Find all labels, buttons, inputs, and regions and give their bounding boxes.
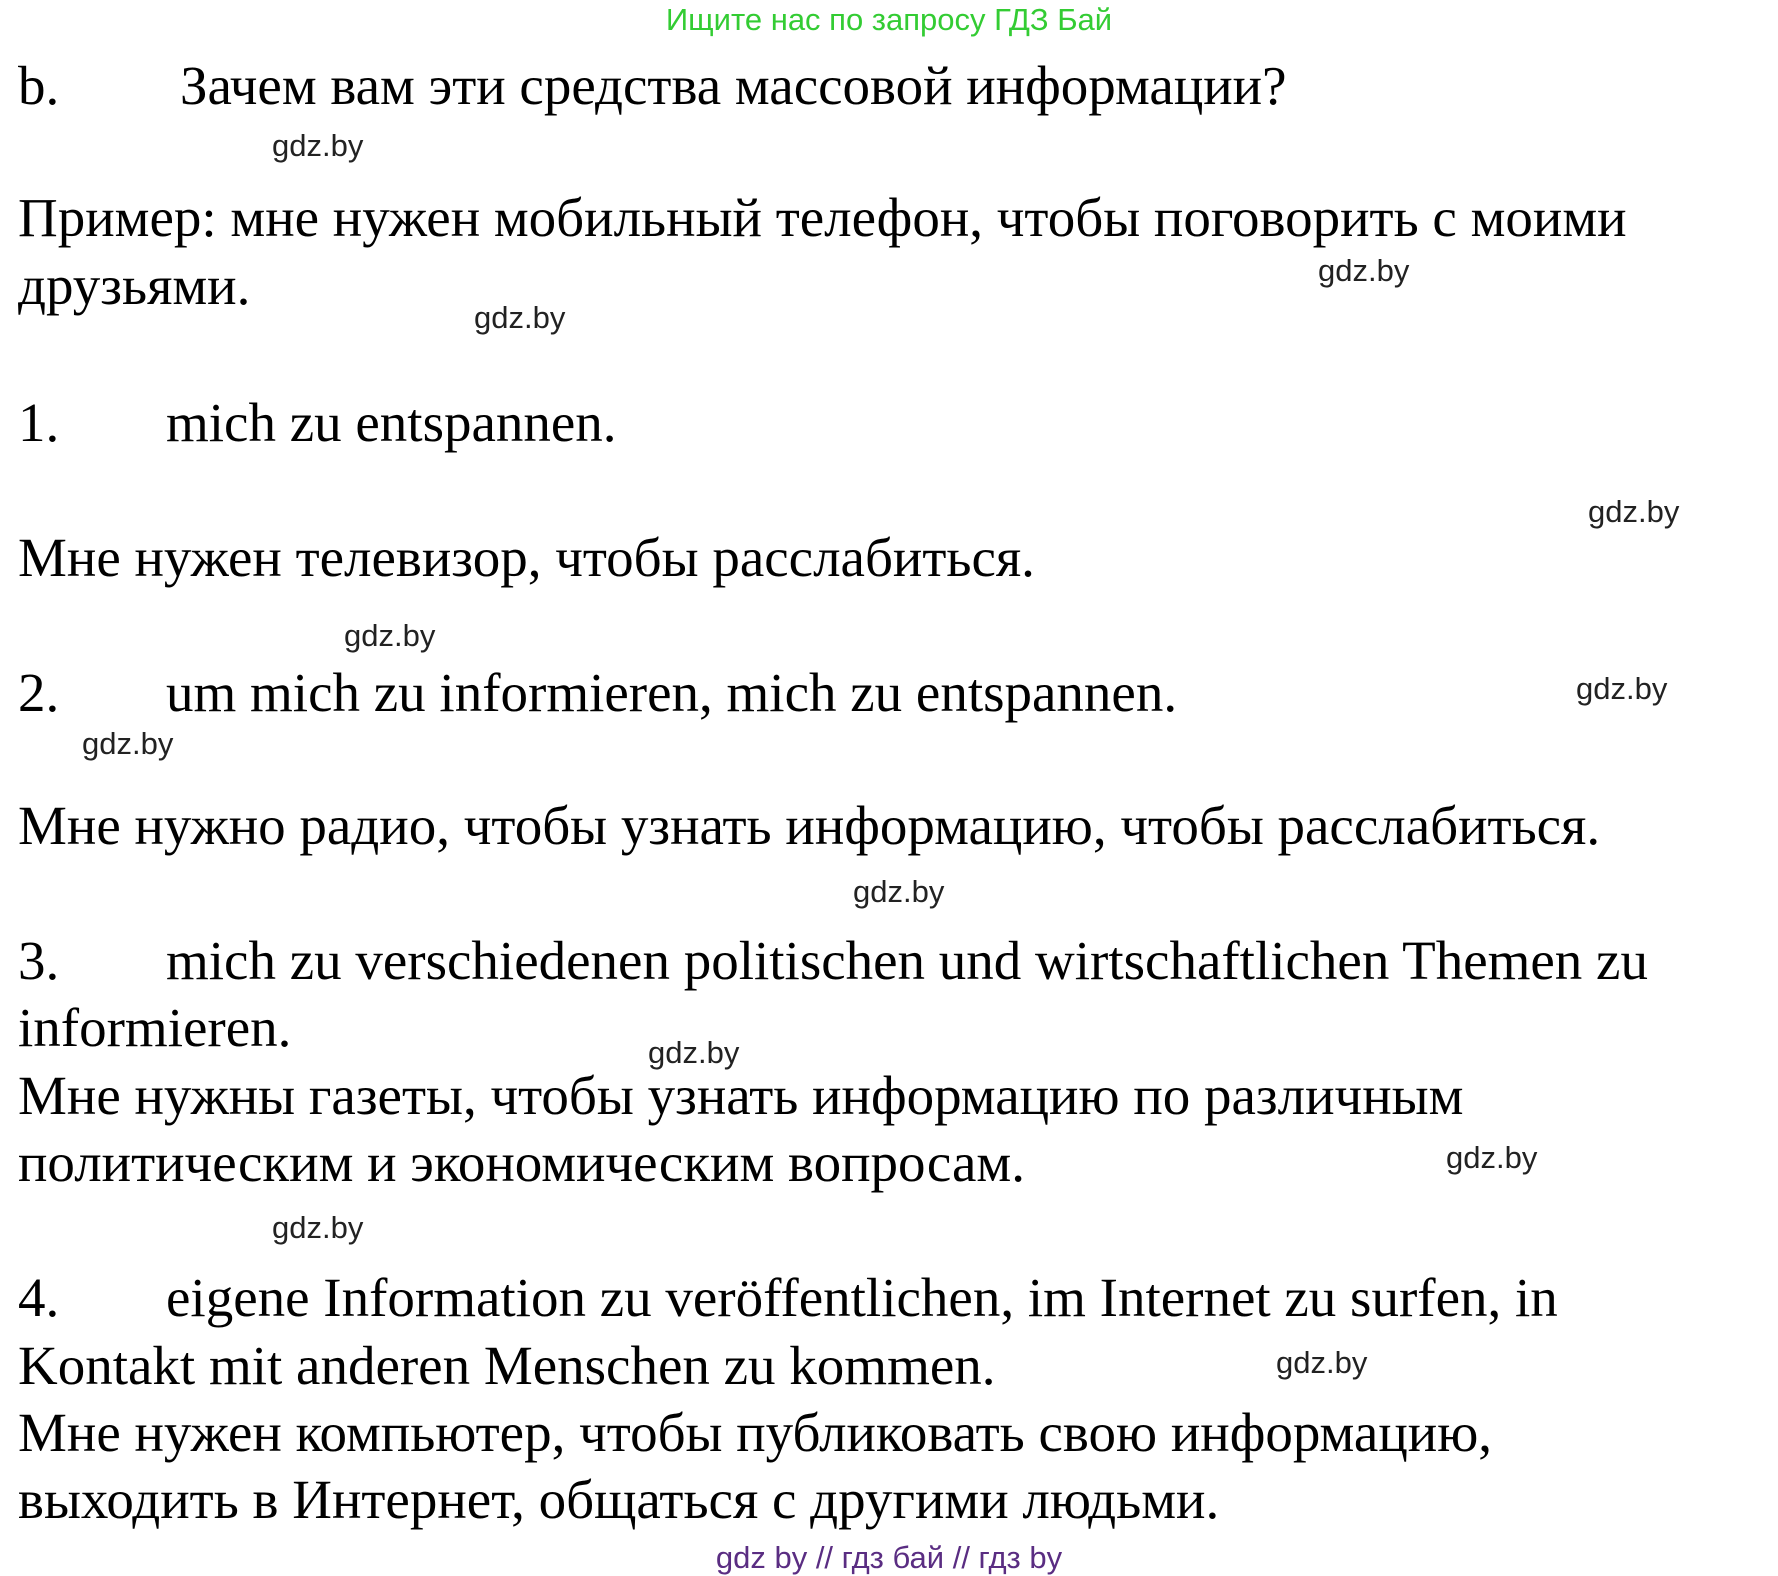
item-3-russian-line-1: Мне нужны газеты, чтобы узнать информацию по различным (18, 1065, 1464, 1126)
item-3-german-text: mich zu verschiedenen politischen und wirtschaftlichen Themen zu (166, 930, 1648, 991)
item-3-german-line-2: informieren. (18, 997, 292, 1058)
watermark: gdz.by (648, 1035, 740, 1070)
item-4-german-line-1 (18, 1267, 1558, 1328)
example-line-1: Пример: мне нужен мобильный телефон, чтобы поговорить с моими (18, 187, 1627, 248)
watermark: gdz.by (1318, 253, 1410, 288)
item-3-german-line-1 (18, 930, 1648, 991)
item-3-russian-line-2: политическим и экономическим вопросам. (18, 1132, 1025, 1193)
question-marker: b. (18, 55, 60, 116)
item-2-german-line-1 (18, 662, 1178, 723)
item-4-number: 4. (18, 1267, 60, 1328)
item-4-german-line-2: Kontakt mit anderen Menschen zu kommen. (18, 1335, 996, 1396)
item-1-russian-line-1: Мне нужен телевизор, чтобы расслабиться. (18, 527, 1035, 588)
item-2-russian-line-1: Мне нужно радио, чтобы узнать информацию, чтобы расслабиться. (18, 795, 1601, 856)
watermark: gdz.by (272, 128, 364, 163)
item-1-number: 1. (18, 392, 60, 453)
watermark: gdz.by (1588, 494, 1680, 529)
item-4-german-text: eigene Information zu veröffentlichen, im Internet zu surfen, in (166, 1267, 1558, 1328)
watermark: gdz.by (1576, 671, 1668, 706)
header-banner: Ищите нас по запросу ГДЗ Бай (665, 2, 1113, 37)
item-1-german-text: mich zu entspannen. (166, 392, 617, 453)
item-2-number: 2. (18, 662, 60, 723)
watermark: gdz.by (474, 300, 566, 335)
watermark: gdz.by (344, 618, 436, 653)
watermark: gdz.by (853, 874, 945, 909)
question-line (18, 55, 1287, 116)
watermark: gdz.by (1446, 1140, 1538, 1175)
watermark: gdz.by (82, 726, 174, 761)
watermark: gdz.by (1276, 1345, 1368, 1380)
item-4-russian-line-1: Мне нужен компьютер, чтобы публиковать свою информацию, (18, 1402, 1493, 1463)
item-3-number: 3. (18, 930, 60, 991)
question-text: Зачем вам эти средства массовой информации? (180, 55, 1287, 116)
example-line-2: друзьями. (18, 255, 251, 316)
item-2-german-text: um mich zu informieren, mich zu entspannen. (166, 662, 1178, 723)
item-4-russian-line-2: выходить в Интернет, общаться с другими людьми. (18, 1469, 1220, 1530)
watermark: gdz.by (272, 1210, 364, 1245)
footer-banner: gdz by // гдз бай // гдз by (715, 1540, 1063, 1575)
item-1-german-line-1 (18, 392, 617, 453)
